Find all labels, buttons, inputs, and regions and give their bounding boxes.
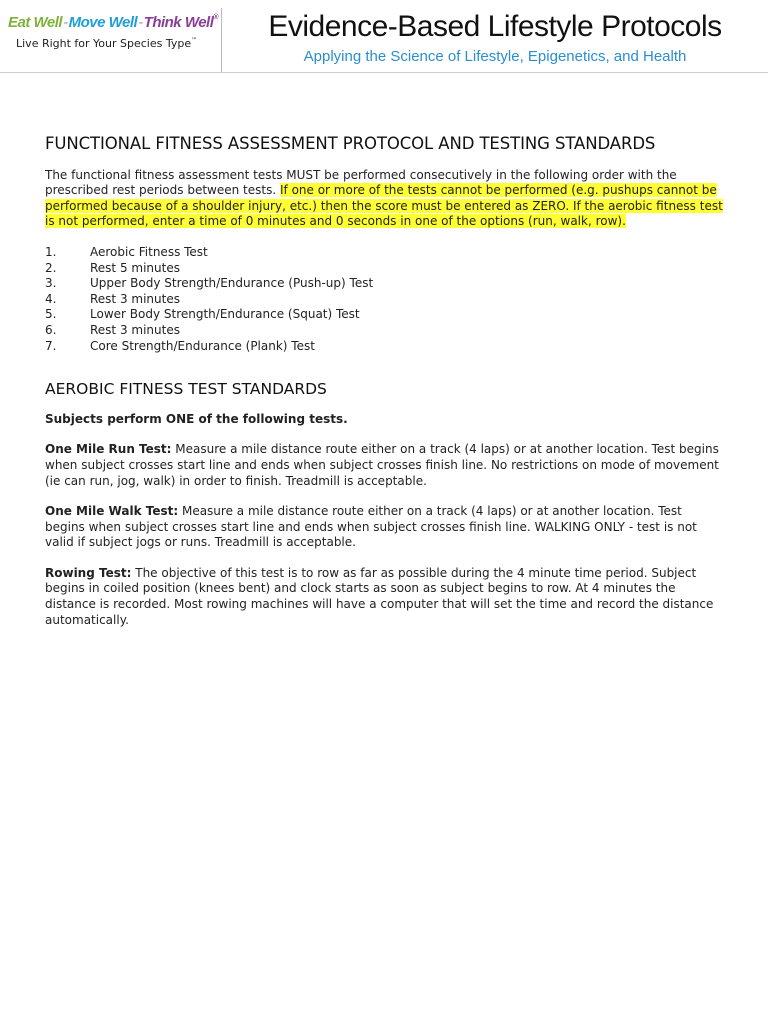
list-item-text: Upper Body Strength/Endurance (Push-up) Test (90, 276, 374, 291)
list-item (45, 339, 725, 355)
list-item (45, 323, 725, 339)
trademark-mark: ™ (191, 37, 198, 44)
list-item-text: Rest 3 minutes (90, 291, 180, 306)
test-description (45, 442, 725, 489)
aerobic-tests (45, 442, 725, 628)
list-item-text: Lower Body Strength/Endurance (Squat) Test (90, 307, 360, 322)
list-item (45, 245, 725, 261)
list-item-number: 3. (45, 276, 57, 291)
test-text: Measure a mile distance route either on a track (4 laps) or at another location. Test begins when subject crosses start line and ends when subject crosses finish line. No restrictions on mode of movement (ie can run, jog, walk) in order to finish. Treadmill is acceptable. (45, 442, 719, 488)
test-description (45, 566, 725, 628)
header-divider (0, 72, 768, 73)
list-item (45, 276, 725, 292)
logo-think-well: Think Well (143, 14, 214, 31)
list-item-text: Core Strength/Endurance (Plank) Test (90, 338, 315, 353)
test-description (45, 504, 725, 551)
document-subtitle: Applying the Science of Lifestyle, Epigenetics, and Health (303, 48, 687, 65)
document-title: Evidence-Based Lifestyle Protocols (268, 10, 722, 43)
logo-tagline (8, 37, 218, 50)
test-text: The objective of this test is to row as far as possible during the 4 minute time period. Subject begins in coiled position (knees bent) and clock starts as soon as subject begins to row. At 4 minutes the distance is recorded. Most rowing machines will have a computer that will set the time and record the distance automatically. (45, 565, 714, 627)
list-item-number: 1. (45, 244, 57, 259)
document-body (45, 136, 725, 643)
tagline-text: Live Right for Your Species Type (16, 37, 192, 50)
list-item (45, 307, 725, 323)
test-order-list (45, 245, 725, 354)
list-item-number: 6. (45, 322, 57, 337)
page-header (0, 0, 768, 72)
list-item-text: Aerobic Fitness Test (90, 244, 208, 259)
test-text: Measure a mile distance route either on a track (4 laps) or at another location. Test begins when subject crosses start line and ends when subject crosses finish line. WALKING ONLY - test is not valid if subject jogs or runs. Treadmill is acceptable. (45, 504, 697, 550)
aerobic-lead (45, 412, 725, 428)
intro-paragraph (45, 168, 725, 230)
logo-eat-well: Eat Well (8, 14, 63, 31)
logo-separator: - (138, 14, 143, 31)
intro-text: The functional fitness assessment tests MUST be performed consecutively in the following order with the prescribed rest periods between tests. (45, 167, 677, 198)
registered-mark: ® (213, 14, 219, 21)
section-heading-aerobic: AEROBIC FITNESS TEST STANDARDS (45, 380, 327, 399)
highlighted-instruction: If one or more of the tests cannot be performed (e.g. pushups cannot be performed because of a shoulder injury, etc.) then the score must be entered as ZERO. If the aerobic fitness test is not performed, enter a time of 0 minutes and 0 seconds in one of the options (run, walk, row). (45, 183, 723, 229)
list-item-text: Rest 5 minutes (90, 260, 180, 275)
test-label: One Mile Run Test: (45, 442, 172, 457)
logo-move-well: Move Well (68, 14, 138, 31)
list-item-number: 2. (45, 260, 57, 275)
aerobic-lead-text: Subjects perform ONE of the following tests. (45, 411, 348, 426)
logo-separator: - (63, 14, 68, 31)
test-label: One Mile Walk Test: (45, 504, 179, 519)
test-label: Rowing Test: (45, 565, 132, 580)
list-item-number: 5. (45, 307, 57, 322)
list-item-number: 7. (45, 338, 57, 353)
logo-wordmark (8, 14, 218, 31)
list-item-number: 4. (45, 291, 57, 306)
list-item-text: Rest 3 minutes (90, 322, 180, 337)
logo (8, 14, 218, 50)
section-heading-protocol: FUNCTIONAL FITNESS ASSESSMENT PROTOCOL AND TESTING STANDARDS (45, 134, 656, 153)
list-item (45, 261, 725, 277)
list-item (45, 292, 725, 308)
